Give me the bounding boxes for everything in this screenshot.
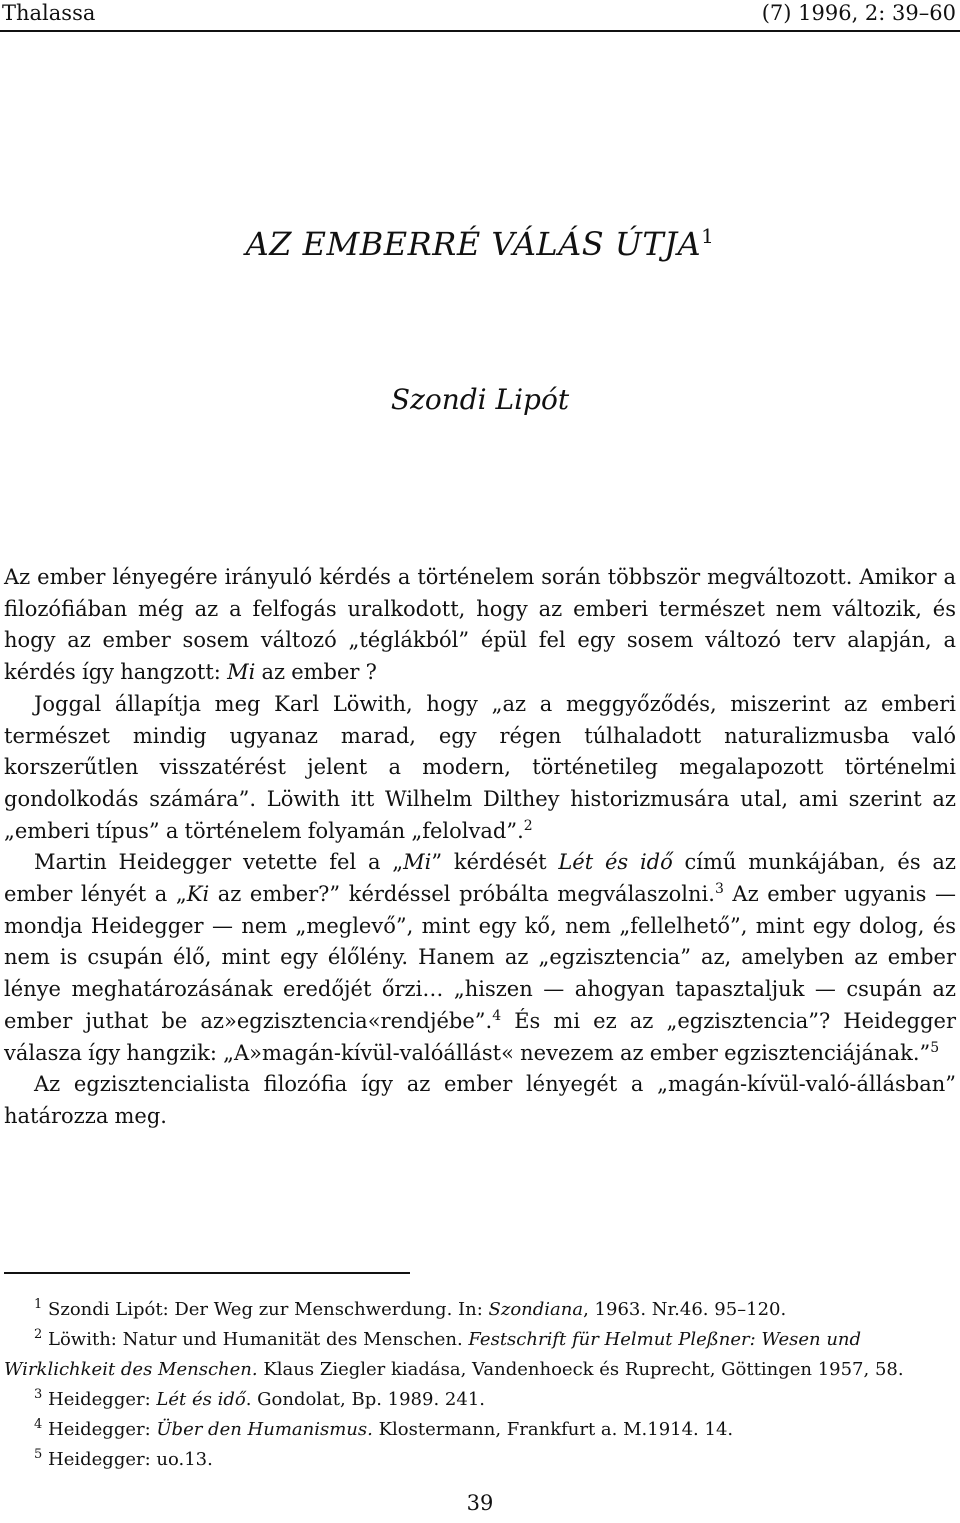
footnote-number: 3 xyxy=(34,1387,43,1402)
paragraph-text: Martin Heidegger vetette fel a „ xyxy=(34,850,404,875)
footnote-text: Szondi Lipót: Der Weg zur Menschwerdung. In: xyxy=(48,1299,489,1320)
footnote-number: 4 xyxy=(34,1417,43,1432)
article-author: Szondi Lipót xyxy=(390,383,570,416)
paragraph-text: Az ember lényegére irányuló kérdés a történelem során többször megváltozott. Amikor a filozófiában még az a felfogás uralkodott, hogy az emberi természet nem változik, és hogy az ember sosem változó „téglákból” épül fel egy sosem változó terv alapján, a kérdés így hangzott: xyxy=(4,565,956,685)
footnote-text: Löwith: Natur und Humanität des Menschen. xyxy=(48,1329,469,1350)
paragraph-text: című munkájában, és az ember lényét a „ xyxy=(4,850,956,907)
article-body xyxy=(4,562,956,1133)
footnote-number: 2 xyxy=(34,1327,43,1342)
footnote-text: Heidegger: xyxy=(48,1419,157,1440)
footnote-5 xyxy=(4,1445,956,1475)
footnote-divider xyxy=(4,1272,410,1274)
footnote-ref-5[interactable]: 5 xyxy=(930,1039,940,1056)
footnote-emphasis: Lét és idő xyxy=(156,1389,246,1410)
paragraph-text: És mi ez az „egzisztencia”? Heidegger válasza így hangzik: „A»magán-kívül-valóállást« nevezem az ember egzisztenciájának.” xyxy=(4,1008,956,1065)
footnote-text: Heidegger: xyxy=(48,1389,157,1410)
title-footnote-ref[interactable]: 1 xyxy=(701,224,715,248)
paragraph-text: az ember ? xyxy=(255,660,377,685)
footnote-number: 5 xyxy=(34,1447,43,1462)
footnotes xyxy=(4,1295,956,1475)
paragraph-text: Az ember ugyanis — mondja Heidegger — nem „meglevő”, mint egy kő, nem „fellelhető”, mint egy dolog, és nem is csupán élő, mint egy élőlény. Hanem az „egzisztencia” az, amelyben az ember lénye meghatározásának eredőjét őrzi… „hiszen — ahogyan tapasztaljuk — csupán az ember juthat be az»egzisztencia«rendjébe”. xyxy=(4,882,957,1033)
footnote-number: 1 xyxy=(34,1297,43,1312)
article-title xyxy=(0,222,960,266)
paragraph-text: Az egzisztencialista filozófia így az ember lényegét a „magán-kívül-való-állásban” határozza meg. xyxy=(4,1072,956,1128)
footnote-2 xyxy=(4,1325,956,1385)
issue-info: (7) 1996, 2: 39–60 xyxy=(761,1,956,25)
footnote-1 xyxy=(4,1295,956,1325)
paragraph-text: ” kérdését xyxy=(431,850,559,875)
paragraph-1 xyxy=(4,562,956,689)
emphasis: Ki xyxy=(186,882,210,907)
footnote-text: Heidegger: uo.13. xyxy=(48,1449,213,1470)
article-title-text: AZ EMBERRÉ VÁLÁS ÚTJA xyxy=(245,225,702,263)
paragraph-2 xyxy=(4,689,956,848)
footnote-text: Klostermann, Frankfurt a. M.1914. 14. xyxy=(372,1419,734,1440)
journal-name: Thalassa xyxy=(2,1,96,25)
emphasis: Lét és idő xyxy=(558,850,673,875)
footnote-4 xyxy=(4,1415,956,1445)
footnote-text: , 1963. Nr.46. 95–120. xyxy=(583,1299,787,1320)
footnote-3 xyxy=(4,1385,956,1415)
footnote-text: Klaus Ziegler kiadása, Vandenhoeck és Ruprecht, Göttingen 1957, 58. xyxy=(257,1359,904,1380)
page-number: 39 xyxy=(466,1491,494,1515)
footnote-emphasis: Szondiana xyxy=(488,1299,584,1320)
paragraph-text: Joggal állapítja meg Karl Löwith, hogy „az a meggyőződés, miszerint az emberi természet mindig ugyanaz marad, egy régen túlhaladott naturalizmusba való korszerűtlen visszatérést jelent a modern, történetileg megalapozott történelmi gondolkodás számára”. Löwith itt Wilhelm Dilthey historizmusára utal, ami szerint az „emberi típus” a történelem folyamán „felolvad”. xyxy=(4,691,956,843)
footnote-ref-3[interactable]: 3 xyxy=(714,881,724,898)
footnote-ref-4[interactable]: 4 xyxy=(492,1007,502,1024)
paragraph-text: az ember?” kérdéssel próbálta megválaszolni. xyxy=(209,882,715,907)
footnote-emphasis: Festschrift für Helmut Pleßner: Wesen und Wirklichkeit des Menschen. xyxy=(4,1329,862,1380)
running-header xyxy=(0,0,960,32)
emphasis: Mi xyxy=(403,850,432,875)
footnote-emphasis: Über den Humanismus. xyxy=(156,1419,373,1440)
paragraph-4 xyxy=(4,1069,956,1132)
footnote-ref-2[interactable]: 2 xyxy=(523,817,533,834)
paragraph-3 xyxy=(4,847,956,1069)
footnote-text: . Gondolat, Bp. 1989. 241. xyxy=(245,1389,485,1410)
emphasis: Mi xyxy=(227,660,256,685)
